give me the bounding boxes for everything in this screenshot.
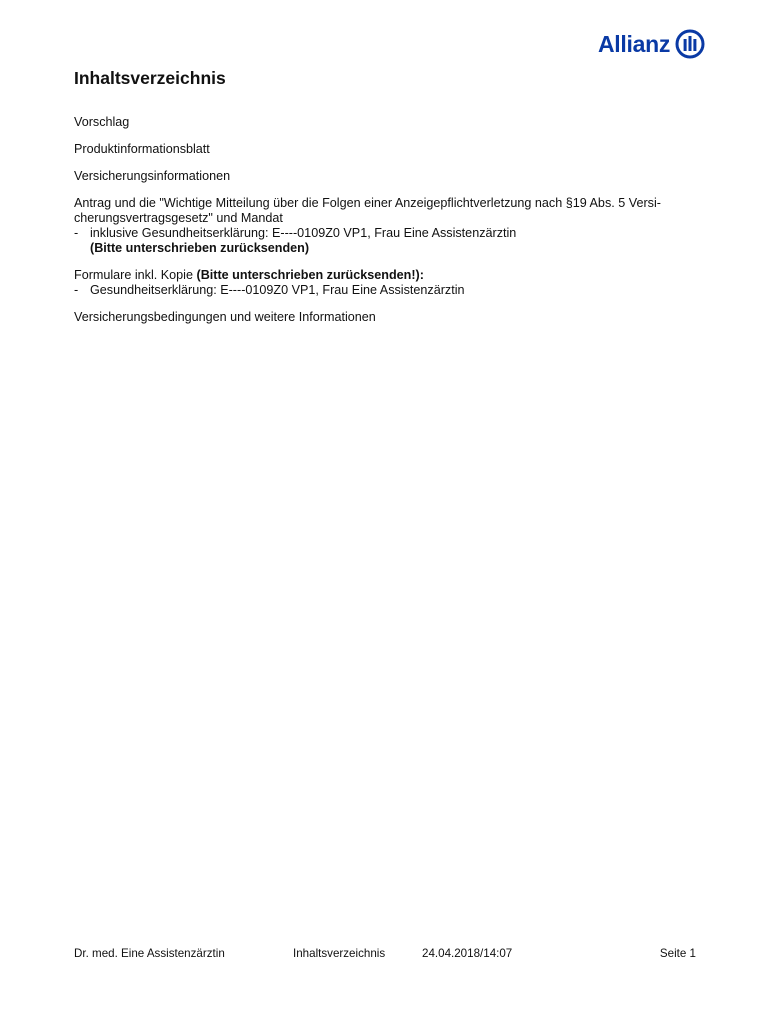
page-title: Inhaltsverzeichnis [74, 68, 226, 88]
dash-bullet: - [74, 226, 79, 240]
toc-entry-produktinformationsblatt: Produktinformationsblatt [74, 142, 210, 156]
toc-entry-vorschlag: Vorschlag [74, 115, 130, 129]
toc-sublist-formulare [74, 283, 694, 298]
toc-entry-bedingungen: Versicherungsbedingungen und weitere Informationen [74, 310, 376, 324]
sub-item-text: inklusive Gesundheitserklärung: E----0109Z0 VP1, Frau Eine Assistenzärztin [90, 226, 517, 240]
sub-item-text: Gesundheitserklärung: E----0109Z0 VP1, Frau Eine Assistenzärztin [90, 283, 465, 297]
footer-doc-title: Inhaltsverzeichnis [293, 947, 386, 960]
formulare-note: (Bitte unterschrieben zurücksenden!): [196, 268, 424, 282]
return-note: (Bitte unterschrieben zurücksenden) [90, 241, 310, 255]
footer-datetime: 24.04.2018/14:07 [422, 947, 513, 960]
list-item [74, 226, 694, 256]
footer-page-number: Seite 1 [659, 947, 696, 960]
allianz-eagle-icon [675, 29, 705, 59]
page-footer [74, 946, 696, 961]
formulare-label: Formulare inkl. Kopie [74, 268, 193, 282]
toc-sublist-antrag [74, 226, 694, 256]
list-item [74, 283, 694, 298]
footer-name: Dr. med. Eine Assistenzärztin [74, 947, 225, 960]
dash-bullet: - [74, 283, 79, 297]
toc-entry-formulare [74, 268, 694, 298]
toc-content [74, 66, 694, 325]
toc-entry-antrag [74, 196, 694, 256]
toc-entry-versicherungsinformationen: Versicherungsinformationen [74, 169, 231, 183]
brand-name: Allianz [598, 31, 671, 57]
toc-entry-antrag-text: Antrag und die "Wichtige Mitteilung über die Folgen einer Anzeigepflichtverletzung nach §19 Abs. 5 Versi-cherungsvertragsgesetz" und Mandat [74, 196, 661, 225]
allianz-logo [598, 29, 705, 59]
toc-entry-formulare-text [74, 268, 694, 283]
